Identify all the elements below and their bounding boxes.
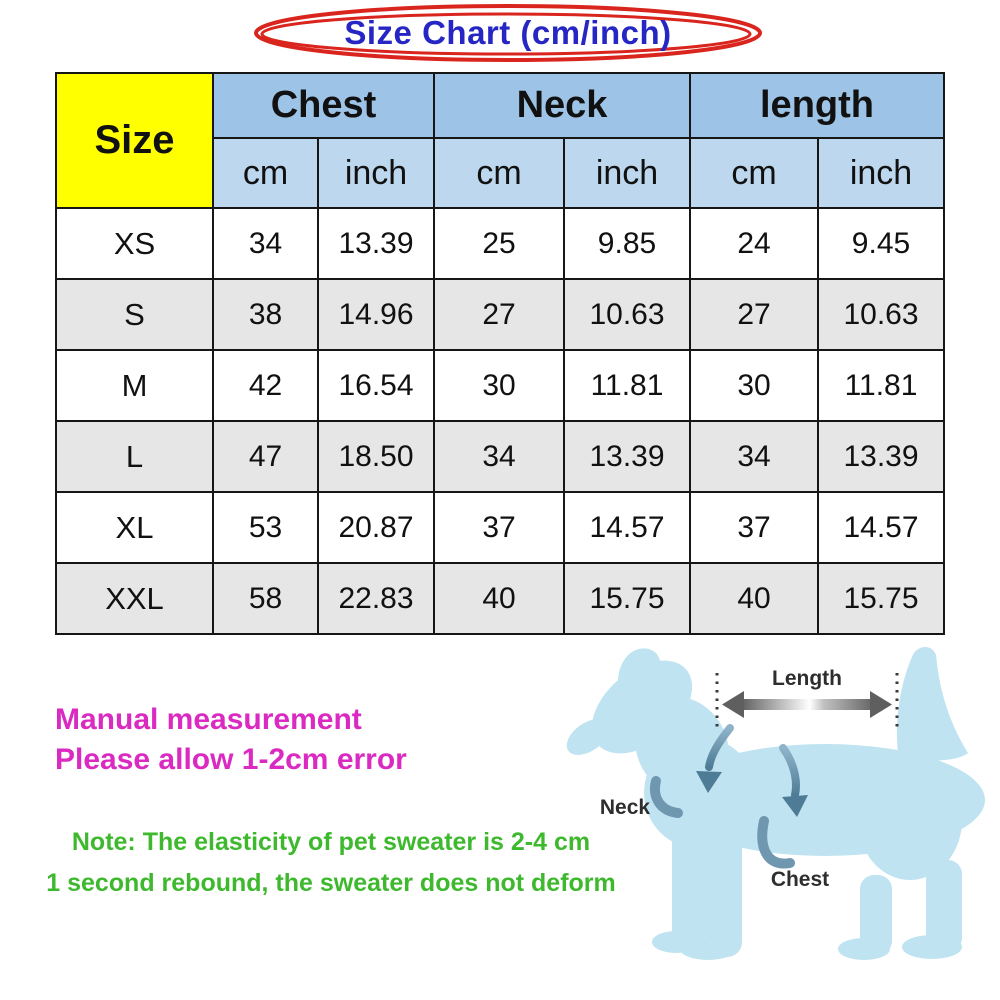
size-label: L bbox=[56, 421, 213, 492]
elasticity-note-line1: Note: The elasticity of pet sweater is 2-4 cm bbox=[71, 828, 591, 856]
value-cell: 15.75 bbox=[818, 563, 944, 634]
size-label: XXL bbox=[56, 563, 213, 634]
chart-title-area bbox=[248, 2, 768, 66]
value-cell: 58 bbox=[213, 563, 318, 634]
unit-cell: inch bbox=[818, 138, 944, 208]
value-cell: 22.83 bbox=[318, 563, 434, 634]
table-row bbox=[56, 492, 944, 563]
value-cell: 30 bbox=[434, 350, 564, 421]
chest-header-cell: Chest bbox=[213, 73, 434, 138]
value-cell: 14.57 bbox=[818, 492, 944, 563]
value-cell: 10.63 bbox=[818, 279, 944, 350]
size-header-cell: Size bbox=[56, 73, 213, 208]
size-label: XS bbox=[56, 208, 213, 279]
length-label: Length bbox=[772, 667, 842, 690]
table-row bbox=[56, 421, 944, 492]
unit-cell: cm bbox=[690, 138, 818, 208]
size-label: M bbox=[56, 350, 213, 421]
value-cell: 34 bbox=[213, 208, 318, 279]
value-cell: 40 bbox=[434, 563, 564, 634]
unit-cell: cm bbox=[213, 138, 318, 208]
table-row bbox=[56, 279, 944, 350]
value-cell: 13.39 bbox=[318, 208, 434, 279]
chest-label: Chest bbox=[770, 868, 830, 891]
value-cell: 11.81 bbox=[564, 350, 690, 421]
value-cell: 27 bbox=[434, 279, 564, 350]
unit-cell: inch bbox=[318, 138, 434, 208]
unit-cell: cm bbox=[434, 138, 564, 208]
neck-header-cell: Neck bbox=[434, 73, 690, 138]
value-cell: 37 bbox=[434, 492, 564, 563]
value-cell: 25 bbox=[434, 208, 564, 279]
size-label: XL bbox=[56, 492, 213, 563]
value-cell: 53 bbox=[213, 492, 318, 563]
value-cell: 10.63 bbox=[564, 279, 690, 350]
value-cell: 20.87 bbox=[318, 492, 434, 563]
measurement-note-line1: Manual measurement bbox=[55, 703, 362, 736]
value-cell: 47 bbox=[213, 421, 318, 492]
table-row bbox=[56, 563, 944, 634]
measurement-note bbox=[55, 700, 407, 780]
value-cell: 30 bbox=[690, 350, 818, 421]
value-cell: 14.96 bbox=[318, 279, 434, 350]
value-cell: 24 bbox=[690, 208, 818, 279]
elasticity-note-line2: 1 second rebound, the sweater does not deform bbox=[46, 869, 616, 897]
value-cell: 18.50 bbox=[318, 421, 434, 492]
value-cell: 13.39 bbox=[564, 421, 690, 492]
table-row bbox=[56, 208, 944, 279]
table-row bbox=[56, 350, 944, 421]
value-cell: 37 bbox=[690, 492, 818, 563]
value-cell: 42 bbox=[213, 350, 318, 421]
value-cell: 16.54 bbox=[318, 350, 434, 421]
unit-cell: inch bbox=[564, 138, 690, 208]
size-label: S bbox=[56, 279, 213, 350]
value-cell: 14.57 bbox=[564, 492, 690, 563]
page-title: Size Chart (cm/inch) bbox=[344, 14, 672, 51]
value-cell: 15.75 bbox=[564, 563, 690, 634]
length-header-cell: length bbox=[690, 73, 944, 138]
size-table bbox=[55, 72, 945, 635]
group-header-row bbox=[56, 73, 944, 138]
value-cell: 13.39 bbox=[818, 421, 944, 492]
value-cell: 9.85 bbox=[564, 208, 690, 279]
value-cell: 27 bbox=[690, 279, 818, 350]
value-cell: 34 bbox=[690, 421, 818, 492]
measurement-note-line2: Please allow 1-2cm error bbox=[55, 743, 407, 776]
value-cell: 38 bbox=[213, 279, 318, 350]
dog-measurement-diagram bbox=[560, 635, 1000, 1000]
value-cell: 11.81 bbox=[818, 350, 944, 421]
value-cell: 34 bbox=[434, 421, 564, 492]
value-cell: 9.45 bbox=[818, 208, 944, 279]
neck-label: Neck bbox=[599, 796, 651, 819]
value-cell: 40 bbox=[690, 563, 818, 634]
